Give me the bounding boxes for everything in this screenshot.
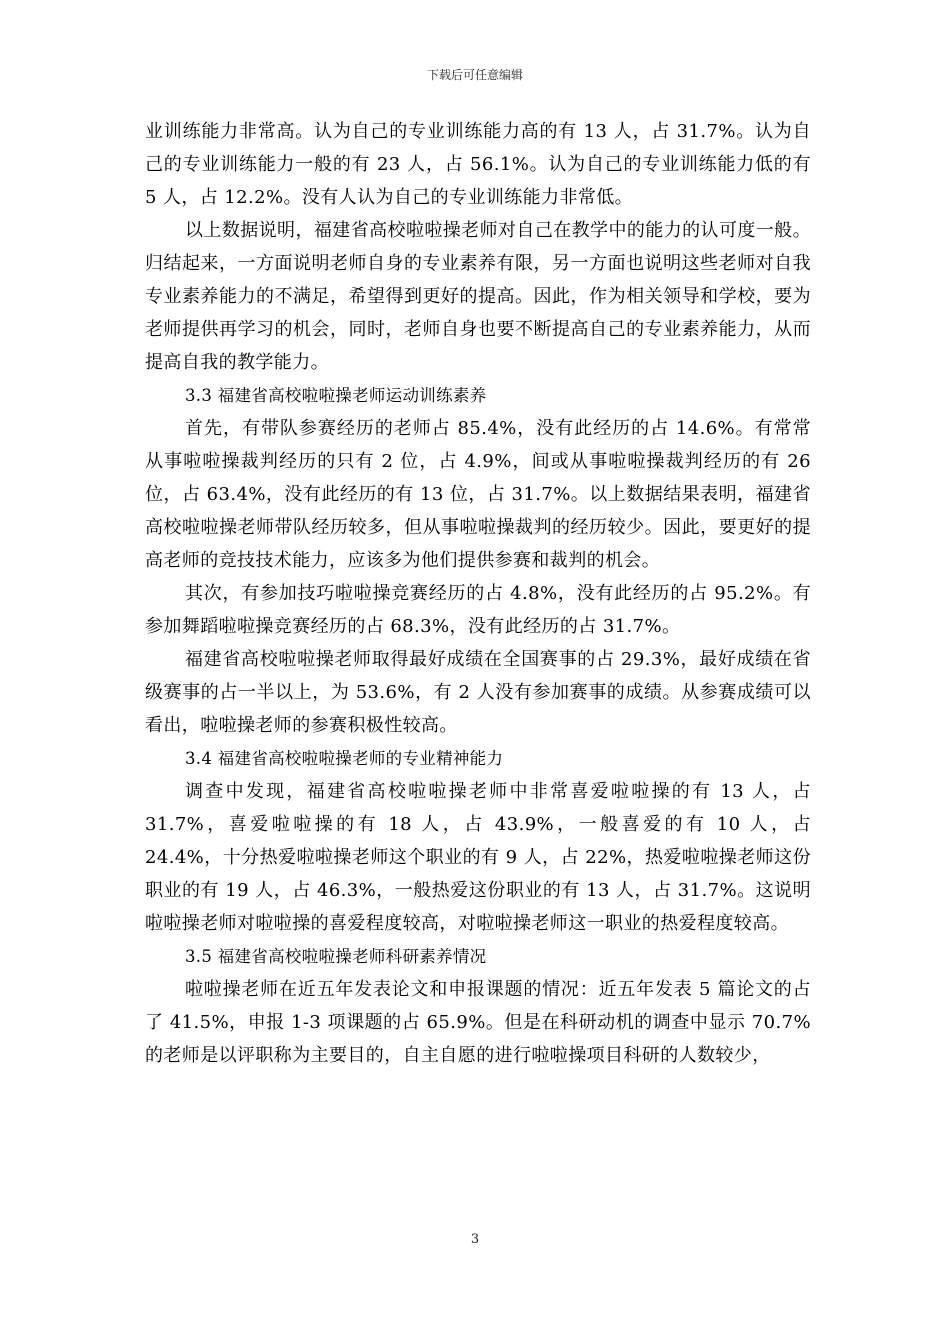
section-heading-3-5: 3.5 福建省高校啦啦操老师科研素养情况 <box>185 947 487 966</box>
document-body <box>145 115 811 1072</box>
paragraph: 调查中发现，福建省高校啦啦操老师中非常喜爱啦啦操的有 13 人，占 31.7%，喜爱啦啦操的有 18 人，占 43.9%，一般喜爱的有 10 人，占 24.4%，十分热爱啦啦操老师这个职业的有 9 人，占 22%，热爱啦啦操老师这份职业的有 19 人，占 46.3%，一般热爱这份职业的有 13 人，占 31.7%。这说明啦啦操老师对啦啦操的喜爱程度较高，对啦啦操老师这一职业的热爱程度较高。 <box>145 781 811 934</box>
paragraph: 首先，有带队参赛经历的老师占 85.4%，没有此经历的占 14.6%。有常常从事啦啦操裁判经历的只有 2 位，占 4.9%，间或从事啦啦操裁判经历的有 26 位，占 63.4%，没有此经历的有 13 位，占 31.7%。以上数据结果表明，福建省高校啦啦操老师带队经历较多，但从事啦啦操裁判的经历较少。因此，要更好的提高老师的竞技技术能力，应该多为他们提供参赛和裁判的机会。 <box>145 418 811 571</box>
paragraph: 啦啦操老师在近五年发表论文和申报课题的情况：近五年发表 5 篇论文的占了 41.5%，申报 1-3 项课题的占 65.9%。但是在科研动机的调查中显示 70.7%的老师是以评职称为主要目的，自主自愿的进行啦啦操项目科研的人数较少， <box>145 979 811 1066</box>
section-heading-3-4: 3.4 福建省高校啦啦操老师的专业精神能力 <box>185 749 504 768</box>
page-header: 下载后可任意编辑 <box>426 68 523 82</box>
paragraph: 其次，有参加技巧啦啦操竞赛经历的占 4.8%，没有此经历的占 95.2%。有参加舞蹈啦啦操竞赛经历的占 68.3%，没有此经历的占 31.7%。 <box>145 583 811 637</box>
paragraph: 以上数据说明，福建省高校啦啦操老师对自己在教学中的能力的认可度一般。归结起来，一方面说明老师自身的专业素养有限，另一方面也说明这些老师对自我专业素养能力的不满足，希望得到更好的提高。因此，作为相关领导和学校，要为老师提供再学习的机会，同时，老师自身也要不断提高自己的专业素养能力，从而提高自我的教学能力。 <box>145 220 811 373</box>
page-number: 3 <box>470 1232 480 1247</box>
section-heading-3-3: 3.3 福建省高校啦啦操老师运动训练素养 <box>185 386 487 405</box>
paragraph: 福建省高校啦啦操老师取得最好成绩在全国赛事的占 29.3%，最好成绩在省级赛事的占一半以上，为 53.6%，有 2 人没有参加赛事的成绩。从参赛成绩可以看出，啦啦操老师的参赛积极性较高。 <box>145 649 811 736</box>
paragraph-continued: 业训练能力非常高。认为自己的专业训练能力高的有 13 人，占 31.7%。认为自己的专业训练能力一般的有 23 人，占 56.1%。认为自己的专业训练能力低的有 5 人，占 12.2%。没有人认为自己的专业训练能力非常低。 <box>145 121 811 208</box>
